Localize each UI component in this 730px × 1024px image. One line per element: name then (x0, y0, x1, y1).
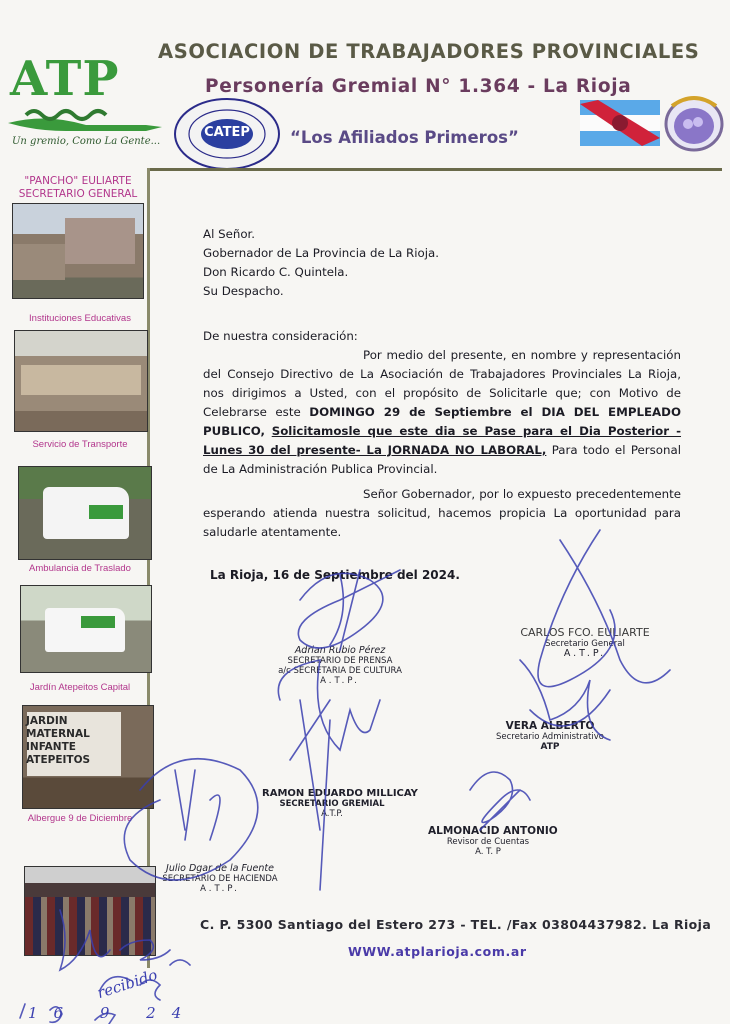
signer-org: A.T.P. (321, 809, 343, 819)
signer-org: A.T.P. (320, 676, 360, 686)
sidebar-item-ambulancia: Ambulancia de Traslado (29, 563, 131, 574)
addressee-line: Su Despacho. (203, 284, 284, 298)
addressee-line: Don Ricardo C. Quintela. (203, 265, 349, 279)
logo-tagline: Un gremio, Como La Gente... (12, 136, 161, 147)
signer-name: VERA ALBERTO (505, 720, 595, 732)
signer-role: SECRETARIO GREMIAL (279, 799, 385, 809)
org-name: ASOCIACION DE TRABAJADORES PROVINCIALES (158, 40, 700, 63)
leader-name: "PANCHO" EULIARTE (24, 175, 132, 187)
p1-text: Por medio del presente, en nombre y representación del Consejo Directivo de La Asociación de Trabajadores Provinciales La Rioja, nos dirigimos a Usted, con el propósito de Solicitarle que; con Motivo de Celebrarse este (203, 348, 681, 419)
signer-role: Secretario General (545, 639, 625, 649)
signer-name: Julio Dgar de la Fuente (166, 863, 274, 874)
sidebar-item-instituciones: Instituciones Educativas (29, 313, 131, 324)
signer-org: A.T.P. (200, 884, 240, 894)
signer-role: SECRETARIO DE HACIENDA (162, 874, 278, 884)
seal-text: CATEP (204, 125, 250, 140)
leader-role: SECRETARIO GENERAL (18, 188, 138, 201)
signer-name: Adrian Rubio Pérez (294, 645, 386, 656)
footer-website: WWW.atplarioja.com.ar (348, 944, 527, 959)
addressee-line: Al Señor. (203, 227, 256, 241)
footer-address: C. P. 5300 Santiago del Estero 273 - TEL. /Fax 03804437982. La Rioja (200, 917, 712, 932)
p1-request: Solicitamosle que este dia se Pase para el Dia Posterior - Lunes 30 del presente- La JORNADA NO LABORAL, (203, 424, 682, 457)
signer-role: Secretario Administrativo (496, 732, 604, 742)
p1-closing: Para todo el Personal de La Administración Publica Provincial. (203, 443, 682, 476)
signer-role: Revisor de Cuentas (446, 837, 530, 847)
salutation: De nuestra consideración: (203, 329, 358, 343)
letter-date: La Rioja, 16 de Septiembre del 2024. (210, 568, 460, 582)
handwritten-received: recibido (94, 965, 160, 1003)
signer-org: A. T. P (475, 847, 501, 857)
signer-org: ATP (540, 742, 560, 752)
signer-name: CARLOS FCO. EULIARTE (520, 626, 650, 639)
signer-org: A.T.P. (563, 648, 607, 659)
p2-text: Señor Gobernador, por lo expuesto precedentemente esperando atienda nuestra solicitud, hacemos propicia La oportunidad para saludarle atentamente. (203, 487, 681, 539)
signer-role: SECRETARIO DE PRENSA (287, 656, 393, 666)
signer-name: RAMON EDUARDO MILLICAY (262, 788, 418, 799)
sidebar-item-jardin: Jardín Atepeitos Capital (29, 682, 131, 693)
handwritten-date: 16 9 24 (28, 1004, 198, 1022)
sidebar-item-transporte: Servicio de Transporte (32, 439, 128, 450)
atp-logo: ATP (10, 51, 120, 107)
signer-role: a/c SECRETARIA DE CULTURA (278, 666, 402, 676)
motto: “Los Afiliados Primeros” (290, 128, 519, 147)
p1-celebration: DOMINGO 29 de Septiembre el DIA DEL EMPLEADO PUBLICO, (203, 405, 682, 438)
signer-name: ALMONACID ANTONIO (428, 825, 558, 837)
addressee-line: Gobernador de La Provincia de La Rioja. (203, 246, 439, 260)
registration-number: Personería Gremial N° 1.364 - La Rioja (205, 76, 632, 97)
kindergarten-sign: JARDIN MATERNAL INFANTE ATEPEITOS (26, 715, 91, 766)
sidebar-item-albergue: Albergue 9 de Diciembre (27, 813, 133, 824)
